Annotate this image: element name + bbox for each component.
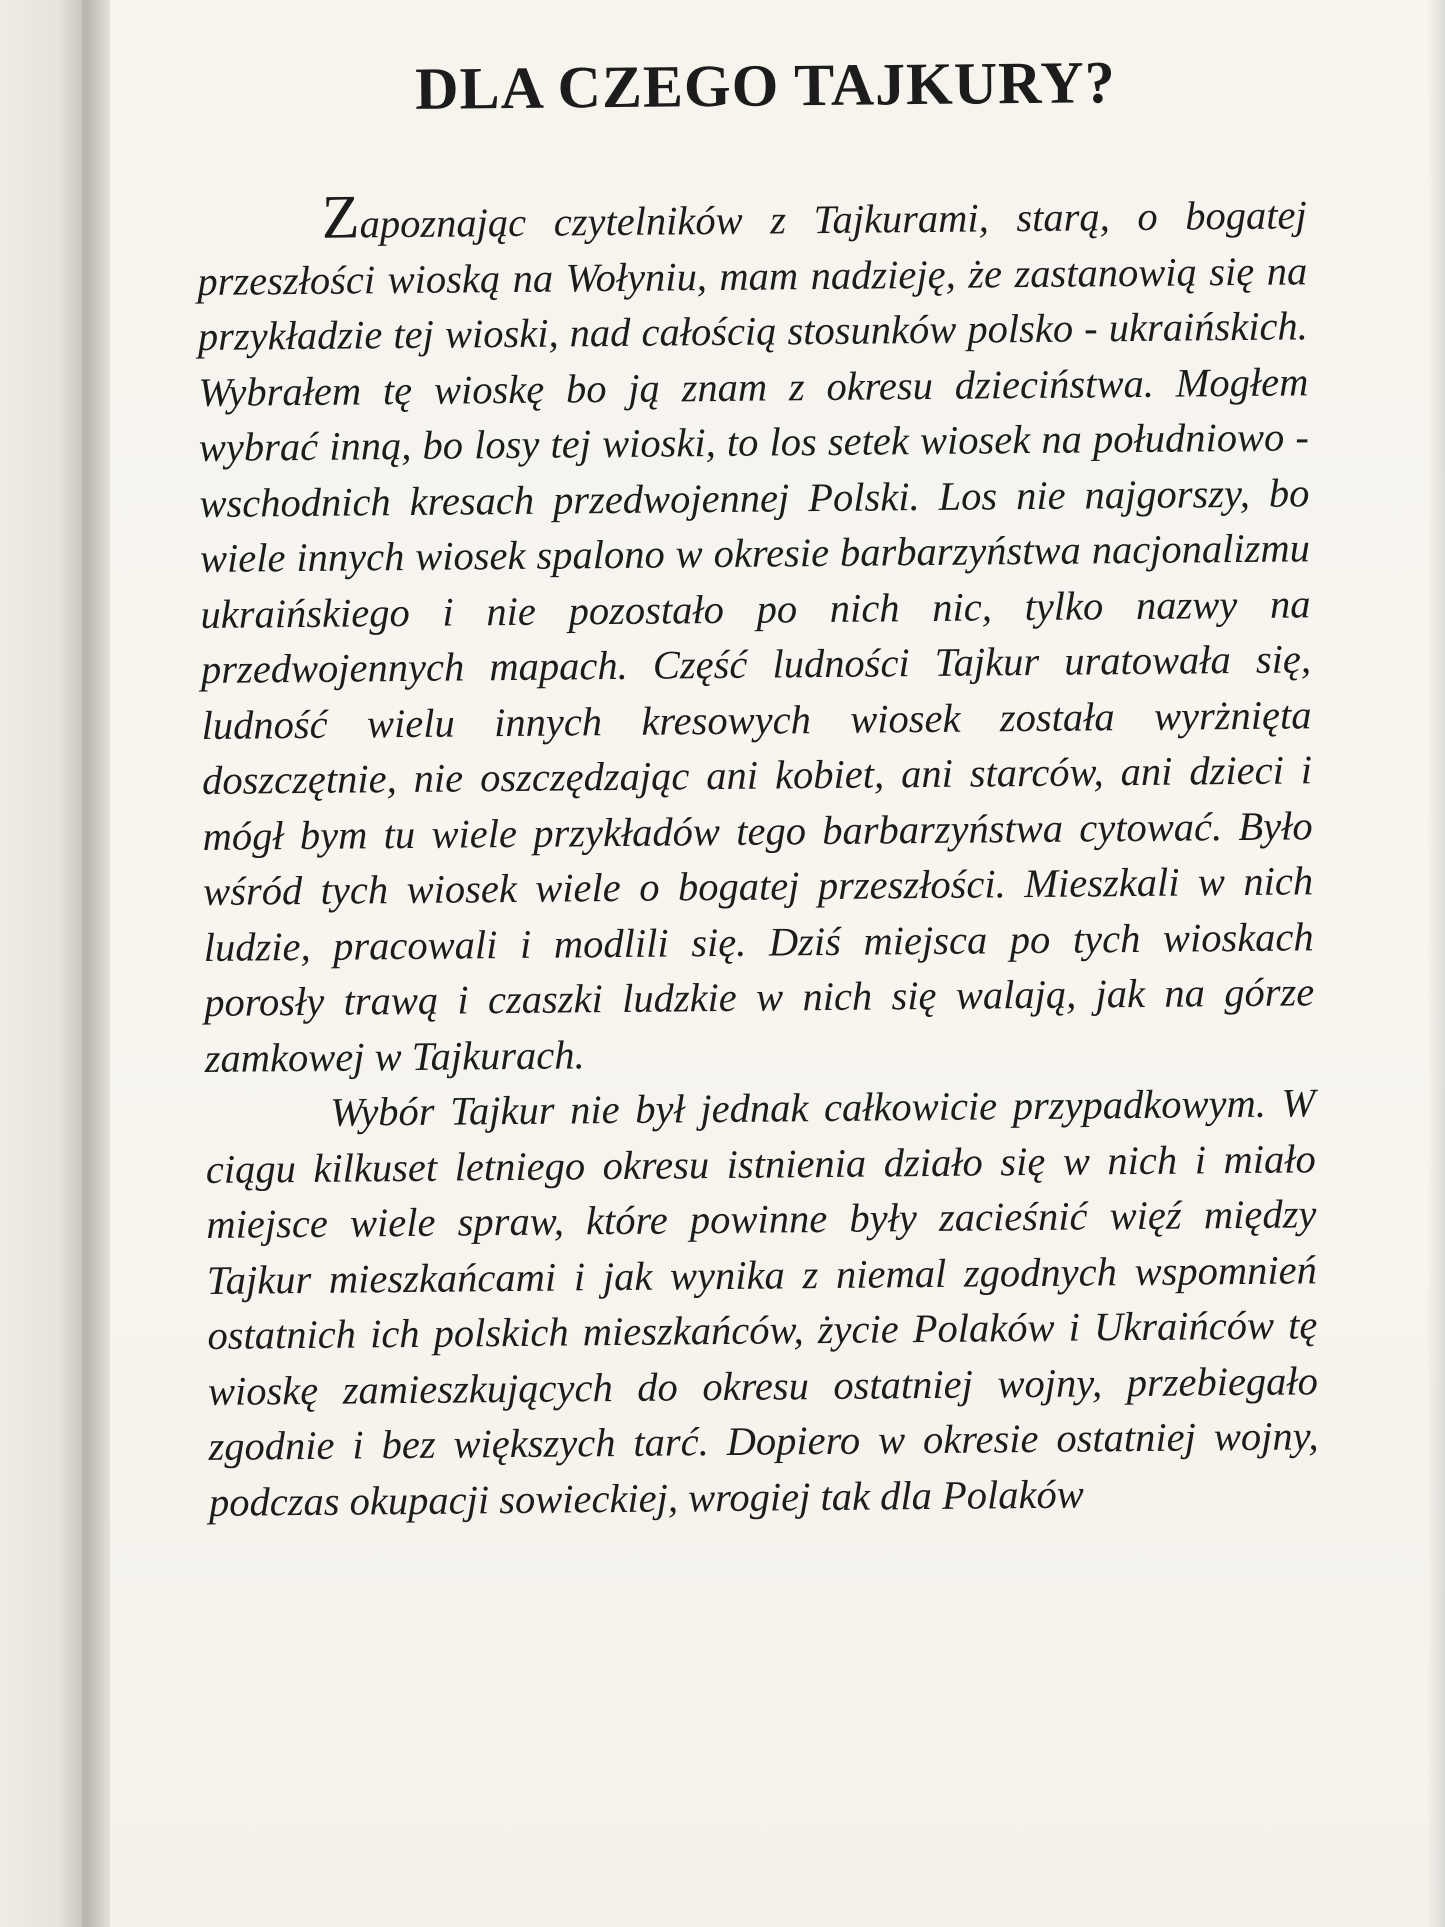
paragraph-1-text: apoznając czytelników z Tajkurami, starą, o bogatej przeszłości wioską na Wołyniu, mam nadzieję, że zastanowią się na przykładzie tej wioski, nad całością stosunków polsko - ukraińskich. Wybrałem tę wioskę bo ją znam z okresu dzieciństwa. Mogłem wybrać inną, bo losy tej wioski, to los setek wiosek na południowo - wschodnich kresach przedwojennej Polski. Los nie najgorszy, bo wiele innych wiosek spalono w okresie barbarzyństwa nacjonalizmu ukraińskiego i nie pozostało po nich nic, tylko nazwy na przedwojennych mapach. Część ludności Tajkur uratowała się, ludność wielu innych kresowych wiosek została wyrżnięta doszczętnie, nie oszczędzając ani kobiet, ani starców, ani dzieci i mógł bym tu wiele przykładów tego barbarzyństwa cytować. Było wśród tych wiosek wiele o bogatej przeszłości. Mieszkali w nich ludzie, pracowali i modlili się. Dziś miejsca po tych wioskach porosły trawą i czaszki ludzkie w nich się walają, jak na górze zamkowej w Tajkurach.: [197, 192, 1315, 1081]
drop-cap: Z: [321, 183, 360, 252]
paragraph-2-text: Wybór Tajkur nie był jednak całkowicie przypadkowym. W ciągu kilkuset letniego okresu istnienia działo się w nich i miało miejsce wiele spraw, które powinne były zacieśnić więź między Tajkur mieszkańcami i jak wynika z niemal zgodnych wspomnień ostatnich ich polskich mieszkańców, życie Polaków i Ukraińców tę wioskę zamieszkujących do okresu ostatniej wojny, przebiegało zgodnie i bez większych tarć. Dopiero w okresie ostatniej wojny, podczas okupacji sowieckiej, wrogiej tak dla Polaków: [205, 1080, 1319, 1525]
page-content: [195, 29, 1319, 1530]
paragraph-2: [205, 1075, 1319, 1530]
right-page-edge: [1427, 0, 1445, 1927]
chapter-title: DLA CZEGO TAJKURY?: [414, 49, 1116, 122]
paragraph-1: [197, 183, 1315, 1086]
left-page-edge: [0, 0, 82, 1927]
